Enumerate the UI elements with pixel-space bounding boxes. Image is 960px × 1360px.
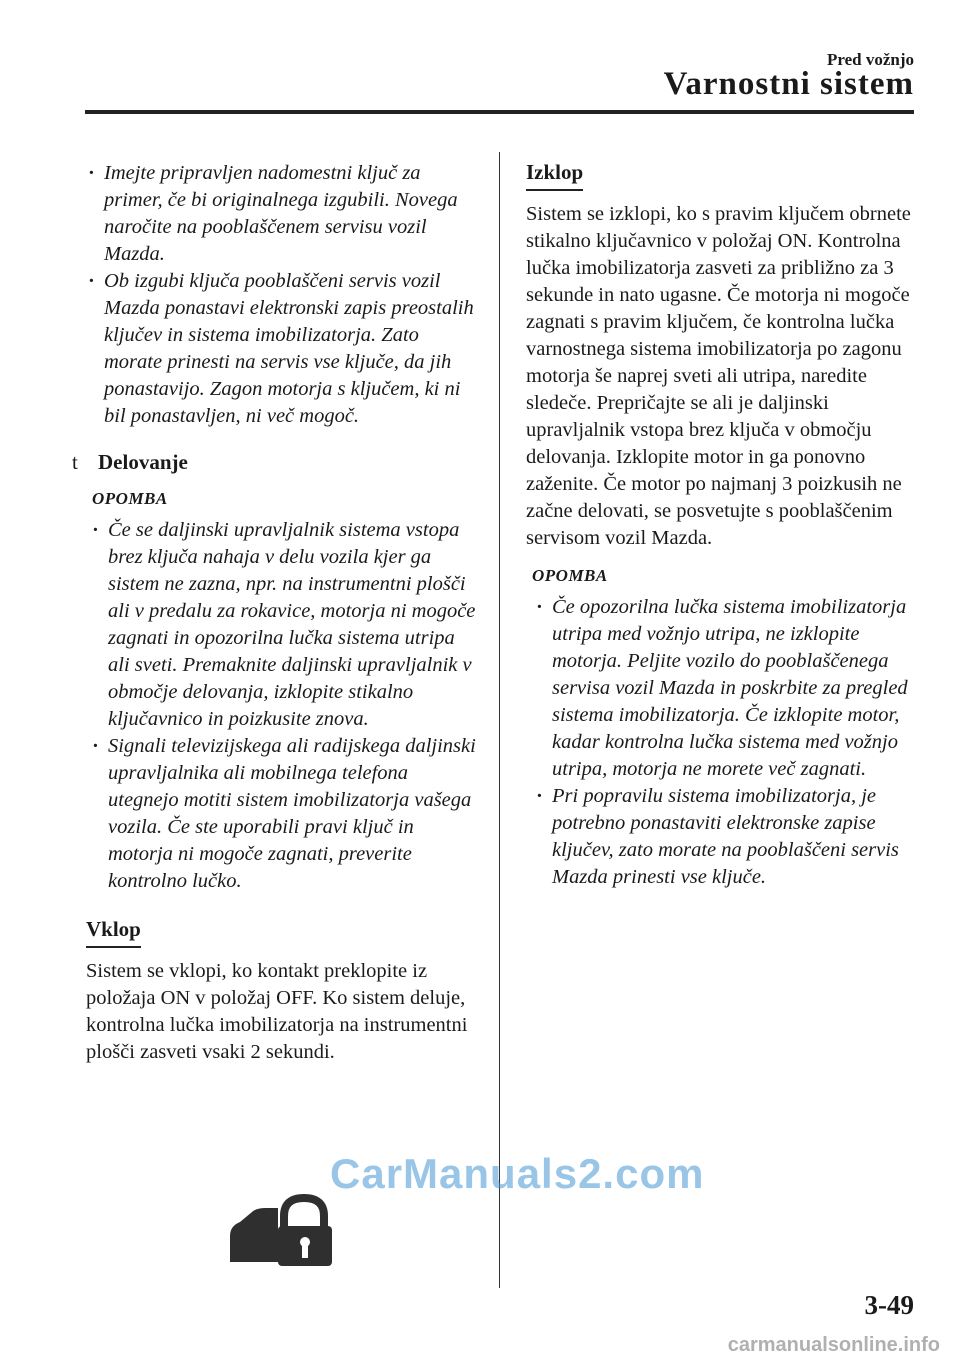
note-label: OPOMBA — [92, 489, 168, 508]
izklop-paragraph: Sistem se izklopi, ko s pravim ključem obrnete stikalno ključavnico v položaj ON. Kontrolna lučka imobilizatorja zasveti za približno za 3 sekunde in nato ugasne. Če motorja ni mogoče zagnati s pravim ključem, če kontrolna lučka varnostnega sistema imobilizatorja po zagonu motorja še naprej sveti ali utripa, naredite sledeče. Prepričajte se ali je daljinski upravljalnik vstopa brez ključa v območju delovanja. Izklopite motor in ga ponovno zaženite. Če motor po najmanj 3 poizkusih ne začne delovati, se posvetujte s pooblaščenim servisom vozil Mazda. — [526, 203, 911, 549]
left-column — [72, 160, 478, 1066]
header-rule — [85, 110, 914, 114]
vklop-paragraph: Sistem se vklopi, ko kontakt preklopite iz položaja ON v položaj OFF. Ko sistem deluje, kontrolna lučka imobilizatorja na instrumentni plošči zasveti vsaki 2 sekundi. — [86, 960, 468, 1063]
list-item: · Imejte pripravljen nadomestni ključ za primer, če bi originalnega izgubili. Novega naročite na pooblaščenem servisu vozil Mazda. — [86, 160, 478, 268]
immobilizer-lock-icon — [226, 1192, 336, 1268]
note-label: OPOMBA — [532, 566, 608, 585]
note-bullet-list — [530, 594, 918, 891]
page-title: Varnostni sistem — [663, 66, 914, 102]
subsection-heading — [72, 450, 478, 475]
subsection-marker: t — [72, 450, 78, 474]
list-item: · Pri popravilu sistema imobilizatorja, je potrebno ponastaviti elektronske zapise ključev, zato morate na pooblaščeni servis Mazda prinesti vse ključe. — [534, 783, 918, 891]
note-block-right — [526, 566, 918, 891]
watermark: CarManuals2.com — [330, 1150, 705, 1197]
column-divider — [499, 152, 500, 1288]
subsection-title: Delovanje — [98, 450, 188, 474]
page-number: 3-49 — [864, 1290, 914, 1320]
list-item: · Če se daljinski upravljalnik sistema vstopa brez ključa nahaja v delu vozila kjer ga sistem ne zazna, npr. na instrumentni plošči ali v predalu za rokavice, motorja ni mogoče zagnati in opozorilna lučka sistema utripa ali sveti. Premaknite daljinski upravljalnik v območje delovanja, izklopite stikalno ključavnico in poizkusite znova. — [90, 517, 478, 733]
izklop-heading: Izklop — [526, 160, 583, 191]
list-item: · Če opozorilna lučka sistema imobilizatorja utripa med vožnjo utripa, ne izklopite motorja. Peljite vozilo do pooblaščenega servisa vozil Mazda in poskrbite za pregled sistema imobilizatorja. Če izklopite motor, kadar kontrolna lučka sistema med vožnjo utripa, motorja ne morete več zagnati. — [534, 594, 918, 783]
note-block — [86, 489, 478, 895]
footer-site: carmanualsonline.info — [727, 1334, 940, 1356]
list-item: · Signali televizijskega ali radijskega daljinski upravljalnika ali mobilnega telefona utegnejo motiti sistem imobilizatorja vašega vozila. Če ste uporabili pravi ključ in motorja ni mogoče zagnati, preverite kontrolno lučko. — [90, 733, 478, 895]
right-column — [526, 160, 918, 891]
header-section: Pred vožnjo — [826, 50, 914, 69]
vklop-heading: Vklop — [86, 917, 141, 948]
list-item: · Ob izgubi ključa pooblaščeni servis vozil Mazda ponastavi elektronski zapis preostalih ključev in sistema imobilizatorja. Zato morate prinesti na servis vse ključe, da jih ponastavijo. Zagon motorja s ključem, ki ni bil ponastavljen, ni več mogoč. — [86, 268, 478, 430]
note-bullet-list — [90, 517, 478, 895]
top-bullet-list — [86, 160, 478, 430]
